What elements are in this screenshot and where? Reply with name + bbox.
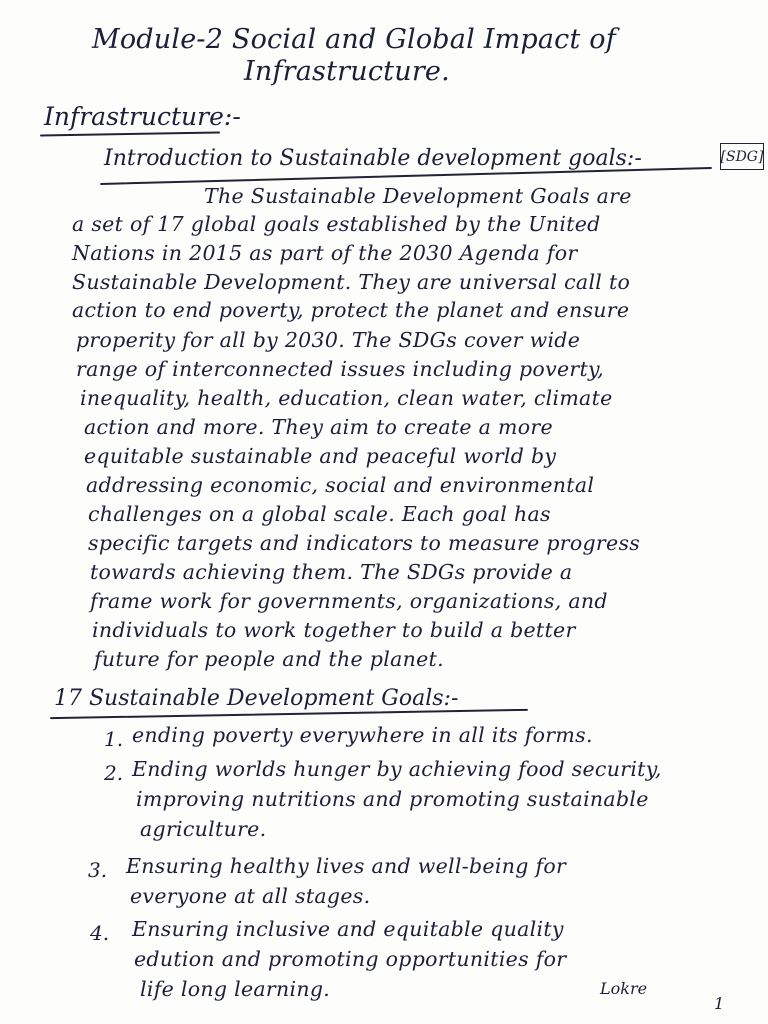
goals-heading: 17 Sustainable Development Goals:- bbox=[54, 686, 459, 711]
section-heading-underline bbox=[40, 131, 220, 136]
page-number: 1 bbox=[714, 994, 725, 1013]
goal-text: Ensuring inclusive and equitable quality bbox=[132, 917, 564, 941]
sdg-intro-heading: Introduction to Sustainable development goals:- bbox=[104, 146, 642, 171]
goal-number: 4. bbox=[90, 921, 110, 945]
para-line: action to end poverty, protect the planet and ensure bbox=[72, 298, 630, 322]
para-line: towards achieving them. The SDGs provide a bbox=[90, 560, 573, 584]
goal-number: 3. bbox=[88, 858, 108, 882]
para-line: equitable sustainable and peaceful world by bbox=[84, 444, 557, 468]
para-line: specific targets and indicators to measure progress bbox=[88, 531, 641, 555]
goal-text: agriculture. bbox=[140, 817, 267, 841]
sdg-abbrev-box: [SDG] bbox=[720, 143, 764, 170]
para-line: properity for all by 2030. The SDGs cover wide bbox=[76, 328, 581, 352]
signature: Lokre bbox=[600, 979, 648, 998]
goal-text: Ensuring healthy lives and well-being for bbox=[126, 854, 567, 878]
goal-text: Ending worlds hunger by achieving food security, bbox=[132, 757, 662, 781]
para-line: The Sustainable Development Goals are bbox=[204, 184, 632, 208]
section-heading: Infrastructure:- bbox=[44, 102, 241, 131]
para-line: frame work for governments, organizations, and bbox=[90, 589, 608, 613]
goal-text: life long learning. bbox=[140, 977, 331, 1001]
goal-text: improving nutritions and promoting sustainable bbox=[136, 787, 649, 811]
para-line: inequality, health, education, clean water, climate bbox=[80, 386, 613, 410]
para-line: challenges on a global scale. Each goal has bbox=[88, 502, 551, 526]
goal-text: everyone at all stages. bbox=[130, 884, 371, 908]
para-line: Nations in 2015 as part of the 2030 Agenda for bbox=[72, 241, 578, 265]
goal-text: edution and promoting opportunities for bbox=[134, 947, 567, 971]
para-line: individuals to work together to build a better bbox=[92, 618, 576, 642]
goal-number: 2. bbox=[104, 761, 124, 785]
module-title-line1: Module-2 Social and Global Impact of bbox=[92, 24, 616, 55]
para-line: Sustainable Development. They are universal call to bbox=[72, 270, 631, 294]
para-line: a set of 17 global goals established by the United bbox=[72, 212, 601, 236]
goal-number: 1. bbox=[104, 727, 124, 751]
para-line: range of interconnected issues including poverty, bbox=[76, 357, 605, 381]
module-title-line2: Infrastructure. bbox=[244, 56, 450, 87]
para-line: addressing economic, social and environmental bbox=[86, 473, 595, 497]
goal-text: ending poverty everywhere in all its forms. bbox=[132, 723, 593, 747]
para-line: action and more. They aim to create a more bbox=[84, 415, 553, 439]
para-line: future for people and the planet. bbox=[94, 647, 444, 671]
